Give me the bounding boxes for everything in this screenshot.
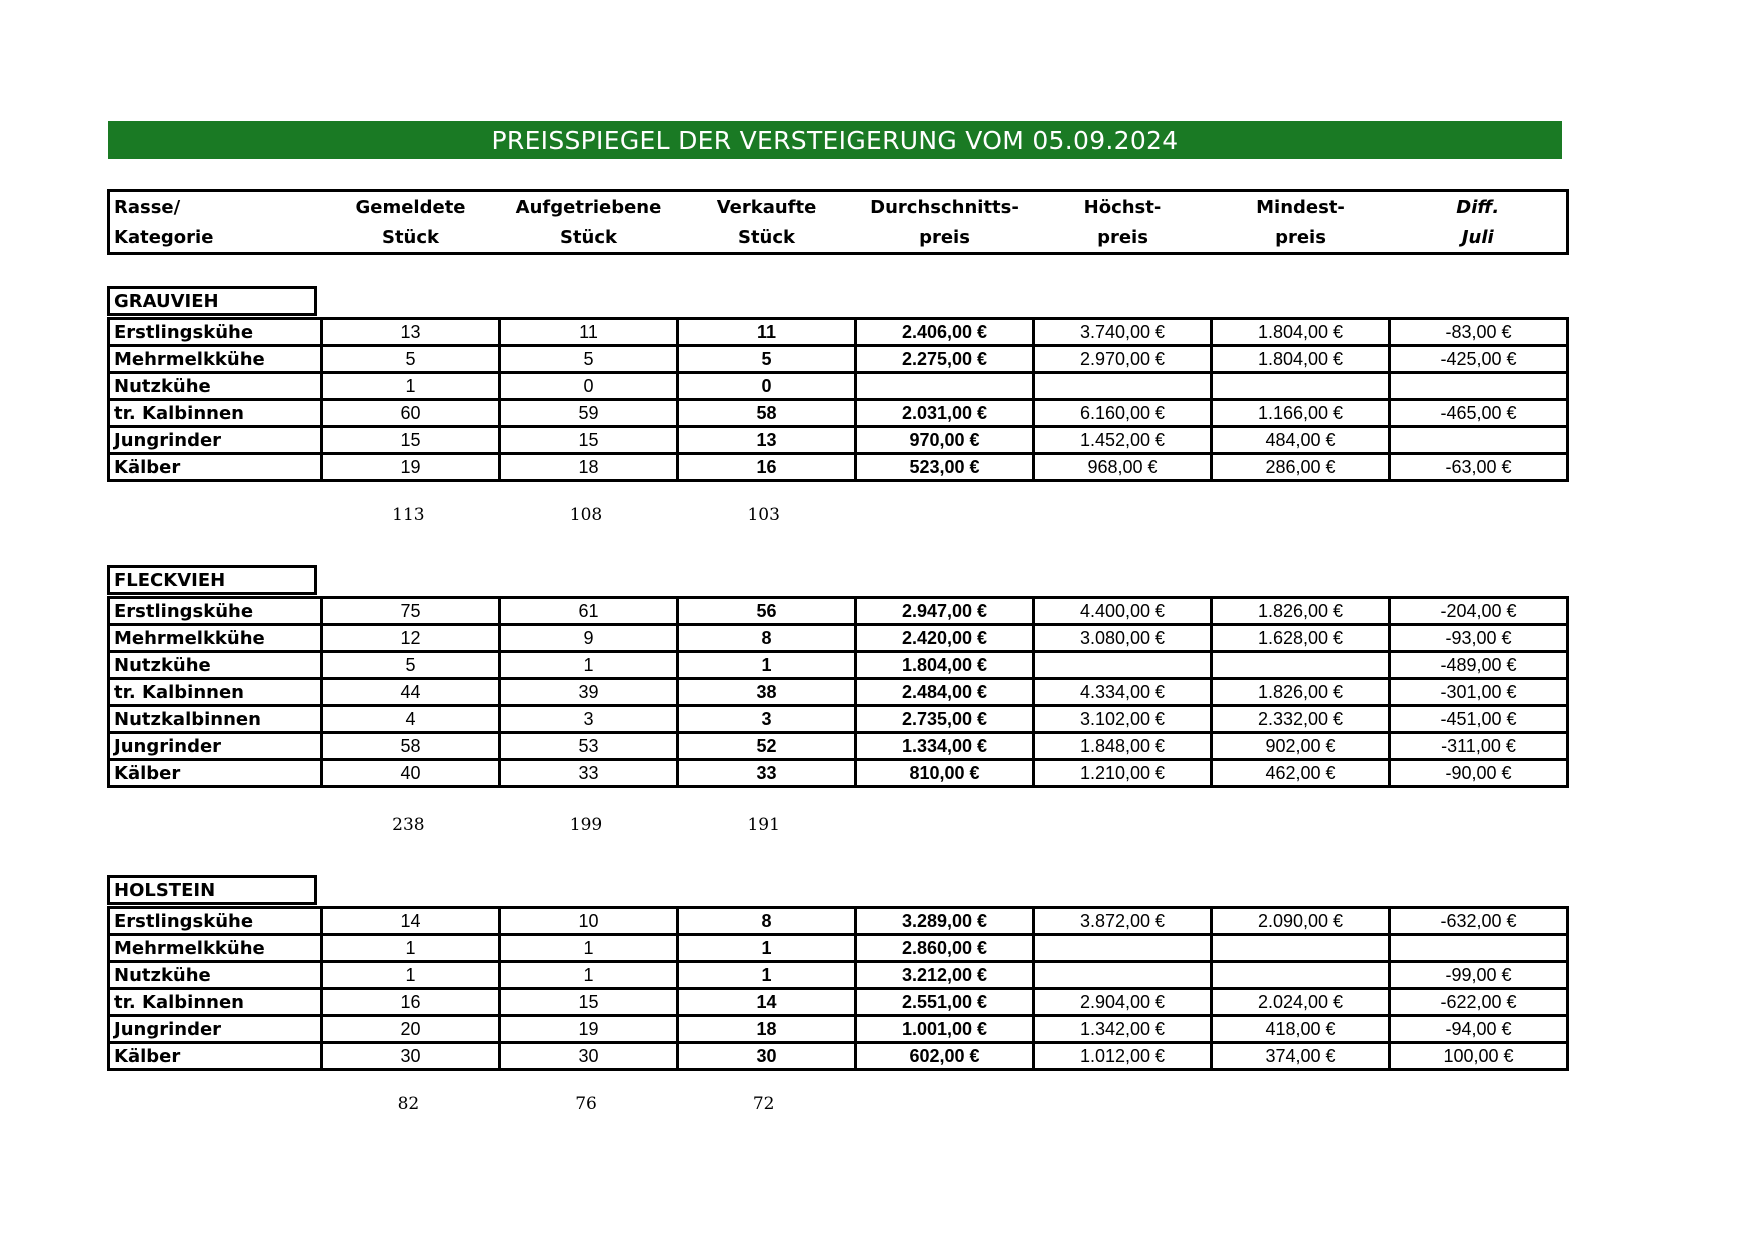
table-cell: 56 [678, 598, 856, 625]
table-cell: 100,00 € [1390, 1043, 1568, 1070]
table-cell: 1.452,00 € [1034, 427, 1212, 454]
table-cell: 418,00 € [1212, 1016, 1390, 1043]
table-cell: 5 [500, 346, 678, 373]
total-value: 191 [747, 814, 780, 835]
table-cell: 1.342,00 € [1034, 1016, 1212, 1043]
table-cell: 1 [500, 935, 678, 962]
section-table-holstein [107, 906, 1569, 1071]
table-cell: 968,00 € [1034, 454, 1212, 481]
table-cell: 484,00 € [1212, 427, 1390, 454]
header-kategorie: Kategorie [114, 226, 214, 248]
table-row [109, 733, 1568, 760]
table-cell [1212, 935, 1390, 962]
total-value: 76 [575, 1094, 597, 1114]
header-durchschnitt: Durchschnitts- [870, 196, 1019, 218]
header-gemeldete-2: Stück [381, 226, 440, 248]
total-value: 199 [569, 814, 603, 835]
table-cell: 2.904,00 € [1034, 989, 1212, 1016]
table-cell: 2.420,00 € [856, 625, 1034, 652]
table-cell: 1.012,00 € [1034, 1043, 1212, 1070]
table-cell: 30 [322, 1043, 500, 1070]
category-name: tr. Kalbinnen [109, 989, 322, 1016]
table-cell: 52 [678, 733, 856, 760]
table-cell: 2.551,00 € [856, 989, 1034, 1016]
table-cell: 1.826,00 € [1212, 679, 1390, 706]
table-cell: -94,00 € [1390, 1016, 1568, 1043]
total-value: 108 [569, 505, 603, 525]
header-rasse: Rasse/ [114, 196, 181, 218]
table-cell [1034, 962, 1212, 989]
table-cell: 970,00 € [856, 427, 1034, 454]
table-cell: 3.212,00 € [856, 962, 1034, 989]
section-table-grauvieh [107, 317, 1569, 482]
category-name: Nutzkalbinnen [109, 706, 322, 733]
table-row [109, 625, 1568, 652]
table-cell: 1.166,00 € [1212, 400, 1390, 427]
table-cell [856, 373, 1034, 400]
table-cell: -425,00 € [1390, 346, 1568, 373]
table-cell: 10 [500, 908, 678, 935]
table-cell: 75 [322, 598, 500, 625]
table-cell: -99,00 € [1390, 962, 1568, 989]
table-row [109, 346, 1568, 373]
table-cell: 3.289,00 € [856, 908, 1034, 935]
table-cell: -301,00 € [1390, 679, 1568, 706]
table-cell: 2.031,00 € [856, 400, 1034, 427]
table-cell: 462,00 € [1212, 760, 1390, 787]
header-verkaufte: Verkaufte [716, 196, 817, 218]
table-cell: -90,00 € [1390, 760, 1568, 787]
table-cell [1212, 962, 1390, 989]
section-totals [107, 505, 1563, 525]
header-diff: Diff. [1456, 196, 1500, 218]
category-name: Kälber [109, 760, 322, 787]
table-cell: 1 [500, 652, 678, 679]
section-totals [107, 815, 1563, 835]
table-cell: 30 [678, 1043, 856, 1070]
table-cell: 13 [322, 319, 500, 346]
category-name: Nutzkühe [109, 373, 322, 400]
category-name: Erstlingskühe [109, 319, 322, 346]
table-cell: 1.804,00 € [1212, 346, 1390, 373]
table-cell: 60 [322, 400, 500, 427]
category-name: Mehrmelkkühe [109, 625, 322, 652]
header-gemeldete: Gemeldete [355, 196, 466, 218]
table-cell: 1 [322, 935, 500, 962]
table-cell: 374,00 € [1212, 1043, 1390, 1070]
table-cell: 1 [322, 962, 500, 989]
table-cell: -311,00 € [1390, 733, 1568, 760]
table-cell: 1 [678, 652, 856, 679]
category-name: Kälber [109, 454, 322, 481]
table-cell: 286,00 € [1212, 454, 1390, 481]
table-row [109, 427, 1568, 454]
header-mindest-2: preis [1275, 226, 1326, 248]
table-cell: 5 [678, 346, 856, 373]
category-name: Erstlingskühe [109, 598, 322, 625]
category-name: Jungrinder [109, 427, 322, 454]
table-cell: 3 [678, 706, 856, 733]
table-cell: 18 [678, 1016, 856, 1043]
table-cell: 58 [322, 733, 500, 760]
table-cell: -204,00 € [1390, 598, 1568, 625]
table-cell: -632,00 € [1390, 908, 1568, 935]
table-cell [1212, 373, 1390, 400]
category-name: Mehrmelkkühe [109, 935, 322, 962]
total-value: 82 [397, 1094, 420, 1114]
table-cell: 1 [678, 935, 856, 962]
table-row [109, 319, 1568, 346]
table-cell: 1 [678, 962, 856, 989]
table-cell: 8 [678, 625, 856, 652]
table-cell: 2.860,00 € [856, 935, 1034, 962]
table-cell: 4.400,00 € [1034, 598, 1212, 625]
table-cell: 16 [322, 989, 500, 1016]
table-cell: 523,00 € [856, 454, 1034, 481]
category-name: Mehrmelkkühe [109, 346, 322, 373]
header-hoechst: Höchst- [1083, 196, 1162, 218]
category-name: tr. Kalbinnen [109, 400, 322, 427]
table-row [109, 454, 1568, 481]
category-name: Nutzkühe [109, 962, 322, 989]
table-cell: 30 [500, 1043, 678, 1070]
table-cell: 1.804,00 € [856, 652, 1034, 679]
table-row [109, 935, 1568, 962]
table-cell: 14 [322, 908, 500, 935]
table-cell: 59 [500, 400, 678, 427]
table-cell: -451,00 € [1390, 706, 1568, 733]
table-row [109, 962, 1568, 989]
table-cell: 61 [500, 598, 678, 625]
table-cell: 13 [678, 427, 856, 454]
table-cell: 0 [500, 373, 678, 400]
table-cell: 3.102,00 € [1034, 706, 1212, 733]
total-value: 103 [747, 505, 780, 525]
table-cell: 18 [500, 454, 678, 481]
table-cell [1034, 935, 1212, 962]
table-row [109, 679, 1568, 706]
category-name: Jungrinder [109, 1016, 322, 1043]
table-cell: 5 [322, 346, 500, 373]
category-name: Jungrinder [109, 733, 322, 760]
table-cell: 15 [500, 427, 678, 454]
table-cell: 15 [500, 989, 678, 1016]
table-cell: 1.628,00 € [1212, 625, 1390, 652]
table-cell: 4.334,00 € [1034, 679, 1212, 706]
header-durchschnitt-2: preis [919, 226, 970, 248]
table-cell: 1 [500, 962, 678, 989]
table-cell: 20 [322, 1016, 500, 1043]
table-cell: -93,00 € [1390, 625, 1568, 652]
category-name: Nutzkühe [109, 652, 322, 679]
table-cell: 2.484,00 € [856, 679, 1034, 706]
section-table-fleckvieh [107, 596, 1569, 788]
table-cell: 5 [322, 652, 500, 679]
category-name: Erstlingskühe [109, 908, 322, 935]
table-row [109, 373, 1568, 400]
table-cell: 2.947,00 € [856, 598, 1034, 625]
table-row [109, 908, 1568, 935]
table-cell: 1.826,00 € [1212, 598, 1390, 625]
table-cell: 0 [678, 373, 856, 400]
table-cell: 2.735,00 € [856, 706, 1034, 733]
table-row [109, 760, 1568, 787]
table-cell: 58 [678, 400, 856, 427]
column-header-table [107, 189, 1569, 255]
table-cell: 12 [322, 625, 500, 652]
table-cell: 39 [500, 679, 678, 706]
total-value: 113 [392, 505, 425, 525]
category-name: tr. Kalbinnen [109, 679, 322, 706]
table-cell: 19 [500, 1016, 678, 1043]
table-cell: 3 [500, 706, 678, 733]
table-row [109, 1016, 1568, 1043]
header-mindest: Mindest- [1256, 196, 1345, 218]
table-cell: 33 [500, 760, 678, 787]
table-cell: -83,00 € [1390, 319, 1568, 346]
table-row [109, 652, 1568, 679]
header-aufgetriebene-2: Stück [559, 226, 618, 248]
table-cell: 902,00 € [1212, 733, 1390, 760]
table-cell: -622,00 € [1390, 989, 1568, 1016]
table-cell: 3.872,00 € [1034, 908, 1212, 935]
table-cell: 1.334,00 € [856, 733, 1034, 760]
table-cell [1212, 652, 1390, 679]
total-value: 72 [752, 1094, 775, 1114]
table-cell: 1.210,00 € [1034, 760, 1212, 787]
table-cell: 6.160,00 € [1034, 400, 1212, 427]
section-totals [107, 1094, 1563, 1114]
table-row [109, 400, 1568, 427]
table-cell [1034, 373, 1212, 400]
table-cell: 11 [678, 319, 856, 346]
table-cell: 1.001,00 € [856, 1016, 1034, 1043]
category-name: Kälber [109, 1043, 322, 1070]
table-cell: 2.970,00 € [1034, 346, 1212, 373]
table-cell: 4 [322, 706, 500, 733]
section-label-fleckvieh: FLECKVIEH [107, 565, 317, 595]
table-cell: 2.406,00 € [856, 319, 1034, 346]
table-cell [1390, 427, 1568, 454]
table-cell: 14 [678, 989, 856, 1016]
table-cell: 3.080,00 € [1034, 625, 1212, 652]
table-cell: 33 [678, 760, 856, 787]
table-cell: 1.848,00 € [1034, 733, 1212, 760]
table-cell: 16 [678, 454, 856, 481]
table-row [109, 989, 1568, 1016]
table-cell: 3.740,00 € [1034, 319, 1212, 346]
table-cell: 11 [500, 319, 678, 346]
header-hoechst-2: preis [1097, 226, 1148, 248]
table-cell: 9 [500, 625, 678, 652]
table-cell: 1.804,00 € [1212, 319, 1390, 346]
table-row [109, 598, 1568, 625]
header-aufgetriebene: Aufgetriebene [515, 196, 662, 218]
table-cell: -63,00 € [1390, 454, 1568, 481]
table-cell: 2.275,00 € [856, 346, 1034, 373]
total-value: 238 [392, 814, 425, 835]
table-cell: 40 [322, 760, 500, 787]
table-cell: 15 [322, 427, 500, 454]
table-cell: -465,00 € [1390, 400, 1568, 427]
table-cell: 38 [678, 679, 856, 706]
table-cell [1390, 935, 1568, 962]
table-cell: 19 [322, 454, 500, 481]
table-cell: 602,00 € [856, 1043, 1034, 1070]
header-verkaufte-2: Stück [737, 226, 796, 248]
section-label-holstein: HOLSTEIN [107, 875, 317, 905]
table-cell: 2.090,00 € [1212, 908, 1390, 935]
table-cell [1034, 652, 1212, 679]
table-row [109, 706, 1568, 733]
table-cell: 810,00 € [856, 760, 1034, 787]
header-juli: Juli [1461, 226, 1494, 248]
table-cell: 2.024,00 € [1212, 989, 1390, 1016]
table-cell [1390, 373, 1568, 400]
table-cell: 2.332,00 € [1212, 706, 1390, 733]
page-title: PREISSPIEGEL DER VERSTEIGERUNG VOM 05.09.2024 [108, 121, 1562, 159]
table-cell: -489,00 € [1390, 652, 1568, 679]
table-cell: 1 [322, 373, 500, 400]
table-cell: 8 [678, 908, 856, 935]
table-row [109, 1043, 1568, 1070]
section-label-grauvieh: GRAUVIEH [107, 286, 317, 316]
table-cell: 53 [500, 733, 678, 760]
table-cell: 44 [322, 679, 500, 706]
